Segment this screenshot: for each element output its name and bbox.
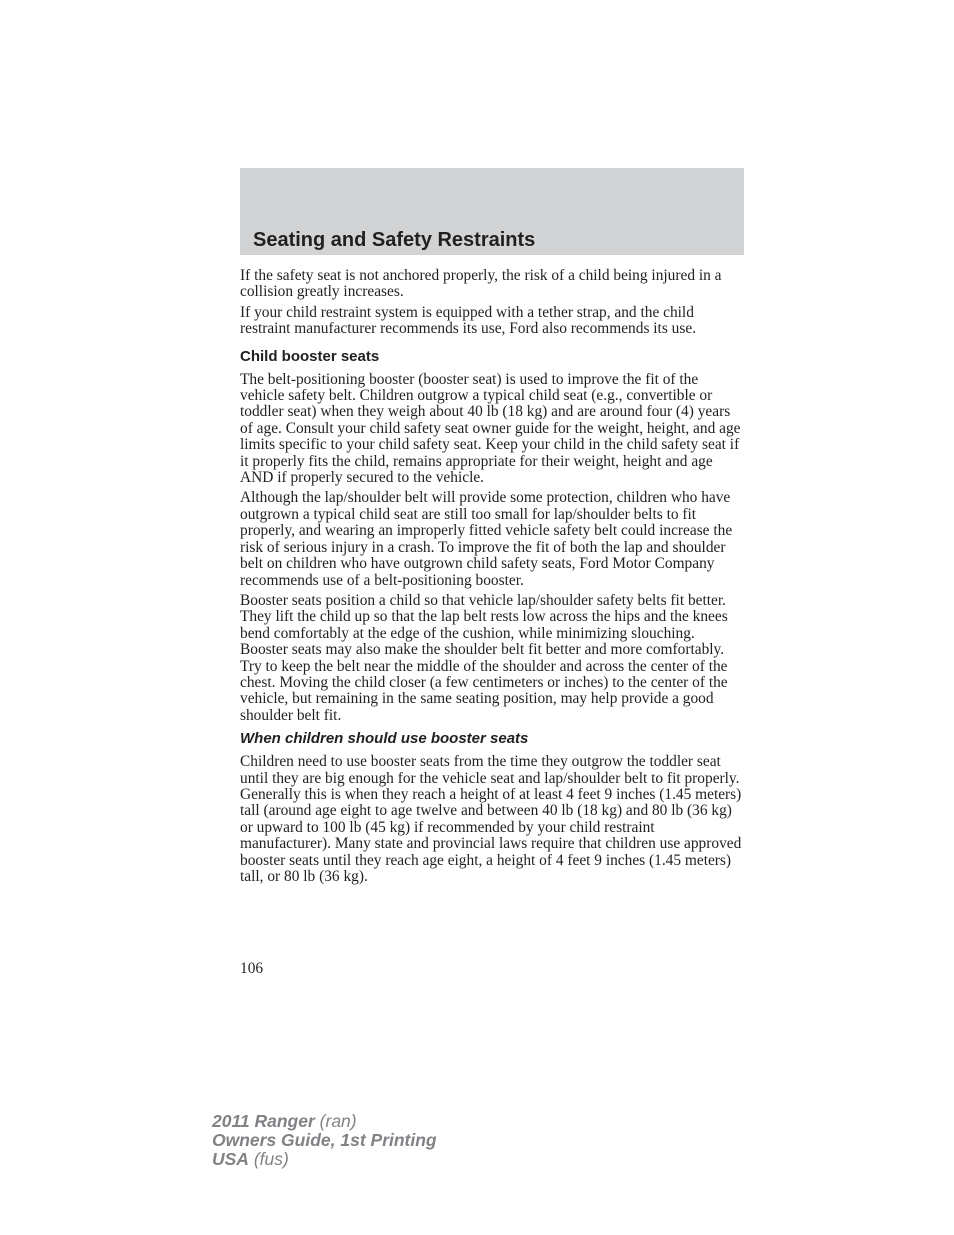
page-content <box>240 268 745 889</box>
footer-model: 2011 Ranger <box>212 1111 315 1131</box>
page-number: 106 <box>240 960 264 977</box>
paragraph: If the safety seat is not anchored properly, the risk of a child being injured in a collision greatly increases. <box>240 267 722 301</box>
section-header-band <box>240 168 744 255</box>
footer-region: USA <box>212 1149 249 1169</box>
paragraph: The belt-positioning booster (booster seat) is used to improve the fit of the vehicle safety belt. Children outgrow a typical child seat (e.g., convertible or toddler seat) when they weigh about 40 lb (18 kg) and are around four (4) years of age. Consult your child safety seat owner guide for the weight, height, and age limits specific to your child safety seat. Keep your child in the child safety seat if it properly fits the child, remains appropriate for their weight, height and age AND if properly secured to the vehicle. <box>240 370 741 487</box>
footer-line-region <box>212 1150 437 1169</box>
paragraph: Booster seats position a child so that vehicle lap/shoulder safety belts fit better. They lift the child up so that the lap belt rests low across the hips and the knees bend comfortably at the edge of the cushion, while minimizing slouching. Booster seats may also make the shoulder belt fit better and more comfortably. Try to keep the belt near the middle of the shoulder and across the center of the chest. Moving the child closer (a few centimeters or inches) to the center of the vehicle, but remaining in the same seating position, may help provide a good shoulder belt fit. <box>240 591 728 724</box>
subheading-when-to-use-booster: When children should use booster seats <box>240 730 529 748</box>
footer-line-guide <box>212 1131 437 1150</box>
section-title: Seating and Safety Restraints <box>253 229 536 251</box>
paragraph: Although the lap/shoulder belt will provide some protection, children who have outgrown a typical child seat are still too small for lap/shoulder belts to fit properly, and wearing an improperly fitted vehicle safety belt could increase the risk of serious injury in a crash. To improve the fit of both the lap and shoulder belt on children who have outgrown child safety seats, Ford Motor Company recommends use of a belt-positioning booster. <box>240 489 733 589</box>
footer-model-code: (ran) <box>319 1111 357 1131</box>
footer-region-code: (fus) <box>253 1149 289 1169</box>
paragraph: Children need to use booster seats from the time they outgrow the toddler seat until they are big enough for the vehicle seat and lap/shoulder belt to fit properly. Generally this is when they reach a height of at least 4 feet 9 inches (1.45 meters) tall (around age eight to age twelve and between 40 lb (18 kg) and 80 lb (36 kg) or upward to 100 lb (45 kg) if recommended by your child restraint manufacturer). Many state and provincial laws require that children use approved booster seats until they reach age eight, a height of 4 feet 9 inches (1.45 meters) tall, or 80 lb (36 kg). <box>240 753 742 885</box>
subheading-child-booster-seats: Child booster seats <box>240 347 380 365</box>
paragraph: If your child restraint system is equipped with a tether strap, and the child restraint manufacturer recommends its use, Ford also recommends its use. <box>240 303 697 338</box>
footer-line-model <box>212 1112 437 1131</box>
document-footer <box>212 1112 437 1169</box>
footer-guide: Owners Guide, 1st Printing <box>212 1130 437 1150</box>
